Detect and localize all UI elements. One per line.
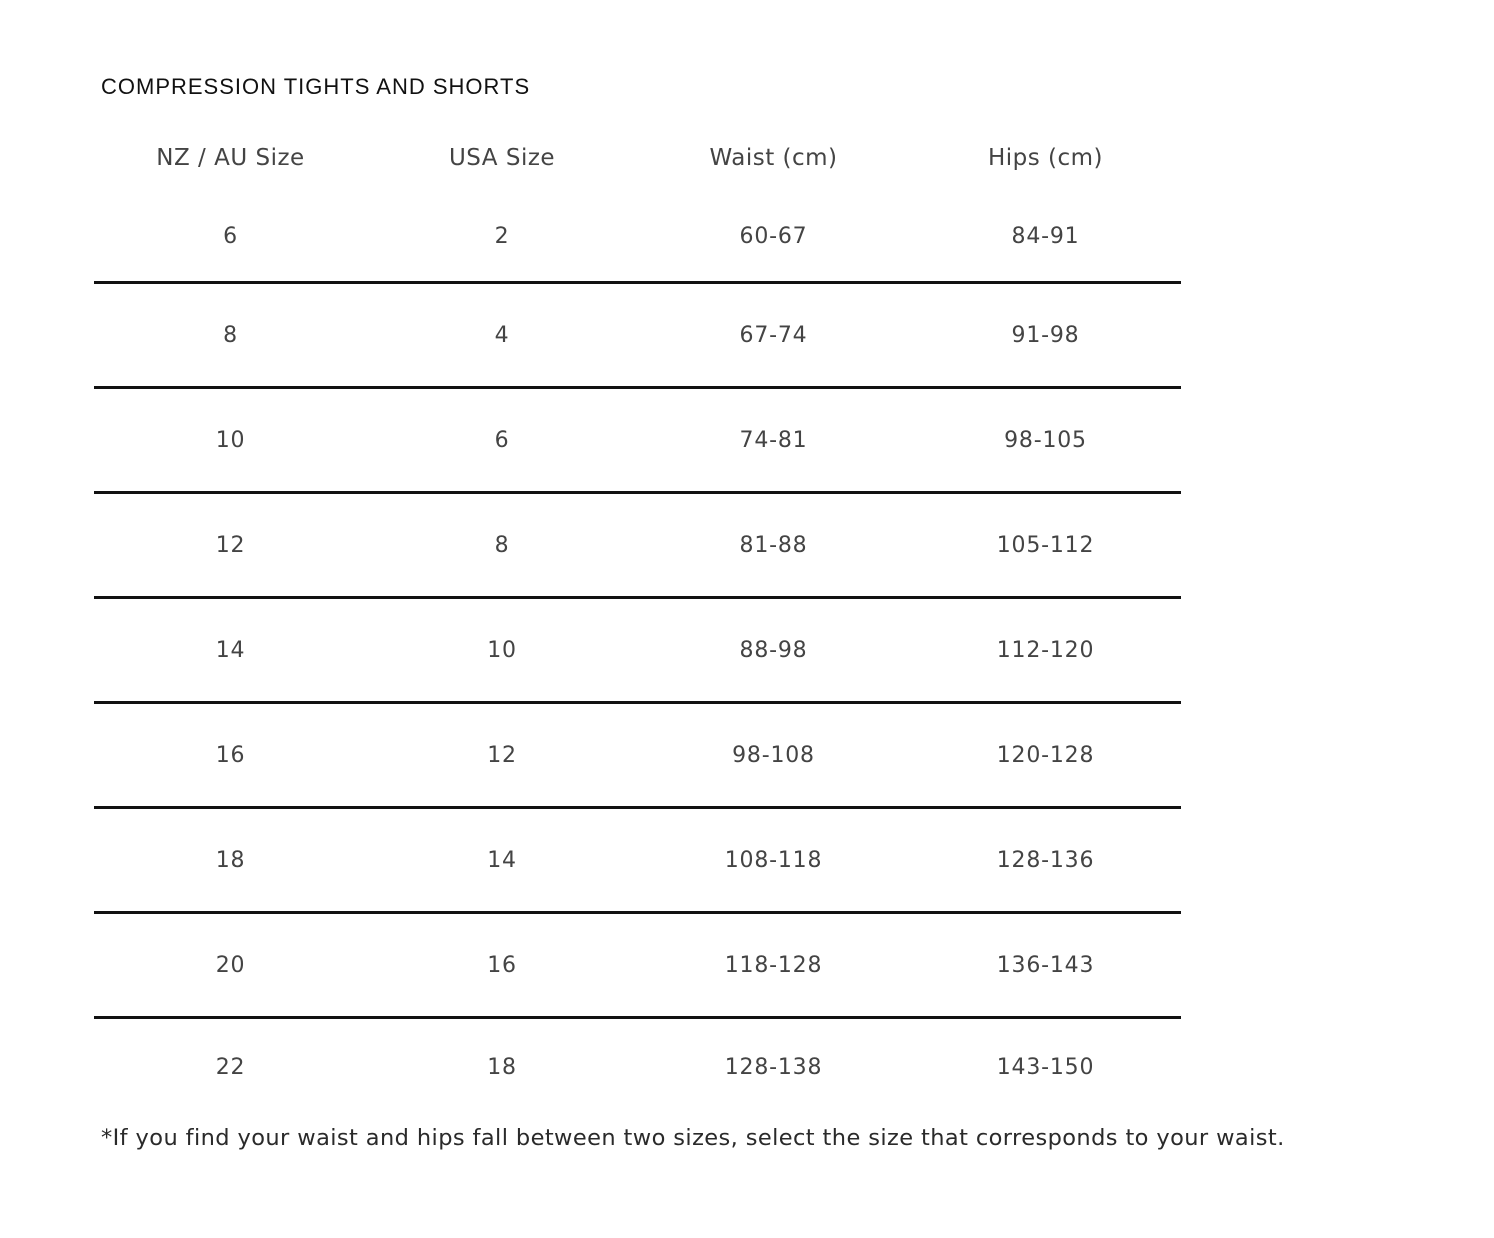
cell-hips: 91-98	[910, 283, 1181, 388]
table-row	[94, 493, 1181, 598]
cell-nz-au-size: 20	[94, 913, 367, 1018]
cell-hips: 105-112	[910, 493, 1181, 598]
cell-nz-au-size: 12	[94, 493, 367, 598]
cell-usa-size: 4	[367, 283, 637, 388]
cell-usa-size: 8	[367, 493, 637, 598]
page-title: COMPRESSION TIGHTS AND SHORTS	[101, 74, 531, 99]
cell-waist: 98-108	[637, 703, 910, 808]
table-row	[94, 1018, 1181, 1117]
header-waist: Waist (cm)	[709, 145, 838, 171]
table-row	[94, 913, 1181, 1018]
cell-nz-au-size: 6	[223, 223, 238, 249]
cell-nz-au-size: 10	[94, 388, 367, 493]
cell-nz-au-size: 8	[94, 283, 367, 388]
table-row	[94, 703, 1181, 808]
cell-usa-size: 2	[494, 223, 510, 249]
cell-hips: 136-143	[910, 913, 1181, 1018]
cell-hips: 112-120	[910, 598, 1181, 703]
table-row	[94, 808, 1181, 913]
cell-waist: 128-138	[637, 1018, 910, 1117]
cell-usa-size: 14	[367, 808, 637, 913]
table-header-row	[94, 125, 1181, 191]
size-chart-table	[94, 125, 1181, 1116]
cell-waist: 60-67	[739, 223, 808, 249]
cell-hips: 128-136	[910, 808, 1181, 913]
cell-usa-size: 16	[367, 913, 637, 1018]
cell-nz-au-size: 14	[94, 598, 367, 703]
cell-waist: 118-128	[637, 913, 910, 1018]
cell-usa-size: 18	[367, 1018, 637, 1117]
cell-waist: 67-74	[637, 283, 910, 388]
cell-waist: 74-81	[637, 388, 910, 493]
cell-nz-au-size: 18	[94, 808, 367, 913]
cell-waist: 88-98	[637, 598, 910, 703]
header-usa-size: USA Size	[448, 145, 556, 171]
table-row	[94, 388, 1181, 493]
table-row	[94, 598, 1181, 703]
cell-usa-size: 12	[367, 703, 637, 808]
table-row	[94, 191, 1181, 283]
header-nz-au-size: NZ / AU Size	[156, 145, 305, 171]
cell-usa-size: 10	[367, 598, 637, 703]
cell-usa-size: 6	[367, 388, 637, 493]
table-row	[94, 283, 1181, 388]
cell-hips: 98-105	[910, 388, 1181, 493]
cell-waist: 108-118	[637, 808, 910, 913]
cell-nz-au-size: 16	[94, 703, 367, 808]
cell-nz-au-size: 22	[94, 1018, 367, 1117]
size-footnote: *If you find your waist and hips fall between two sizes, select the size that corresponds to your waist.	[101, 1125, 1285, 1151]
cell-hips: 120-128	[910, 703, 1181, 808]
header-hips: Hips (cm)	[987, 145, 1104, 171]
cell-hips: 143-150	[910, 1018, 1181, 1117]
cell-hips: 84-91	[1011, 223, 1080, 249]
cell-waist: 81-88	[637, 493, 910, 598]
